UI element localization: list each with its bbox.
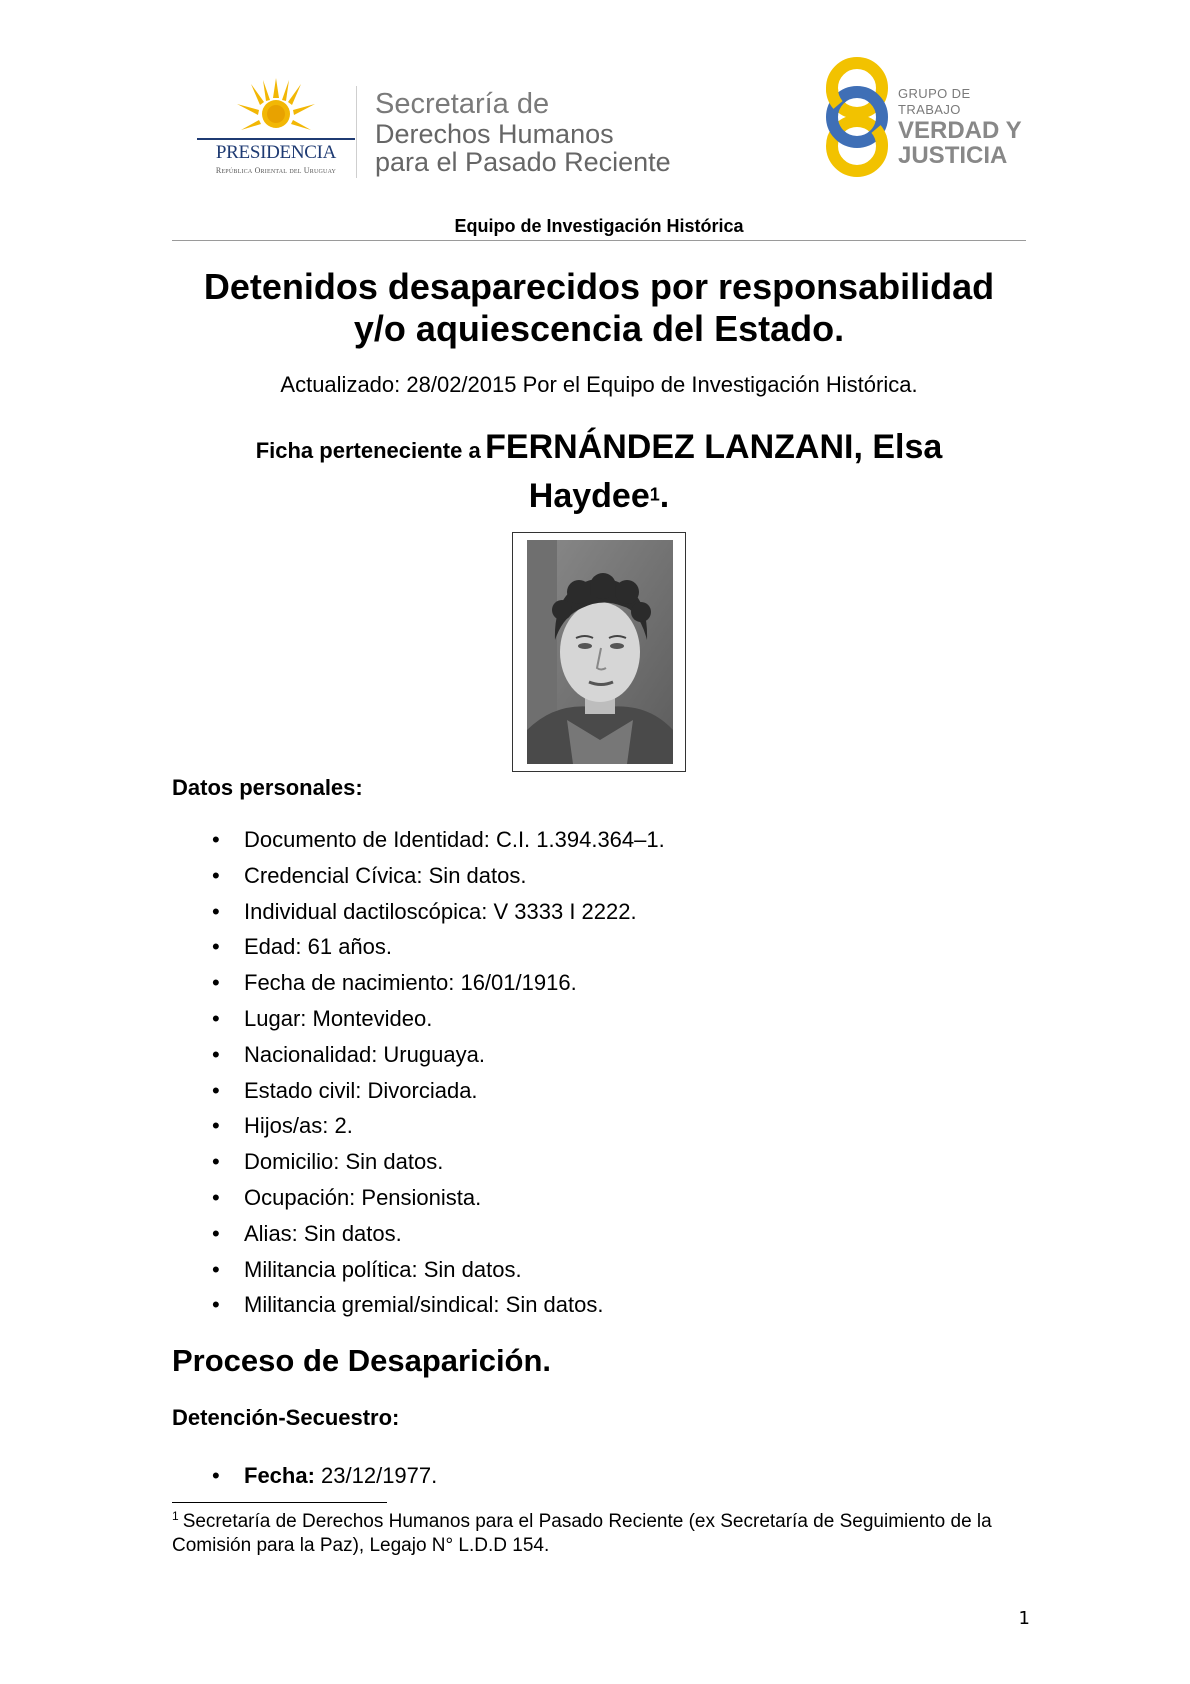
header-rule bbox=[172, 240, 1026, 241]
page-title bbox=[172, 266, 1026, 350]
presidencia-subtitle: República Oriental del Uruguay bbox=[215, 166, 337, 175]
bullet-icon: • bbox=[212, 970, 220, 996]
list-item-text: Nacionalidad: Uruguaya. bbox=[244, 1041, 485, 1067]
team-heading: Equipo de Investigación Histórica bbox=[454, 216, 744, 236]
bullet-icon: • bbox=[212, 1077, 220, 1103]
sun-emblem-icon bbox=[237, 78, 315, 138]
list-item-text: Estado civil: Divorciada. bbox=[244, 1077, 478, 1103]
portrait-frame bbox=[512, 532, 686, 772]
list-item bbox=[172, 824, 1032, 860]
list-item-text: Edad: 61 años. bbox=[244, 934, 393, 960]
name-end: . bbox=[659, 477, 670, 515]
list-item bbox=[172, 1110, 1032, 1146]
list-item bbox=[172, 1075, 1032, 1111]
bullet-icon: • bbox=[212, 827, 220, 852]
list-item-text: Fecha de nacimiento: 16/01/1916. bbox=[244, 970, 577, 996]
personal-data-list bbox=[172, 824, 1032, 1325]
secretaria-line1: Secretaría de bbox=[375, 88, 550, 120]
presidencia-logo bbox=[197, 78, 355, 178]
secretaria-line2: Derechos Humanos bbox=[375, 119, 614, 149]
list-item-text: Domicilio: Sin datos. bbox=[244, 1149, 444, 1175]
secretaria-logo bbox=[375, 88, 715, 176]
list-item-text: Individual dactiloscópica: V 3333 I 2222. bbox=[244, 898, 637, 924]
logo-divider bbox=[356, 86, 357, 178]
footnote bbox=[172, 1510, 1032, 1558]
ficha-heading bbox=[172, 426, 1026, 524]
list-item bbox=[172, 1003, 1032, 1039]
list-item bbox=[172, 860, 1032, 896]
footnote-text: Secretaría de Derechos Humanos para el Pasado Reciente (ex Secretaría de Seguimiento de la Comisión para la Paz), Legajo N° L.D.D 154. bbox=[172, 1511, 992, 1556]
bullet-icon: • bbox=[212, 862, 220, 888]
verdad-justicia-rings-icon bbox=[818, 55, 896, 179]
list-item bbox=[172, 896, 1032, 932]
grupo-line1: GRUPO DE TRABAJO bbox=[898, 86, 971, 117]
bullet-icon: • bbox=[212, 1149, 220, 1175]
list-item bbox=[172, 1182, 1032, 1218]
list-item bbox=[172, 931, 1032, 967]
list-item-text: Militancia gremial/sindical: Sin datos. bbox=[244, 1292, 604, 1318]
bullet-icon: • bbox=[212, 1041, 220, 1067]
list-item bbox=[172, 1218, 1032, 1254]
title-line1: Detenidos desaparecidos por responsabilidad bbox=[203, 266, 995, 307]
fecha-label: Fecha: bbox=[244, 1463, 315, 1488]
footnote-ref[interactable]: 1 bbox=[649, 484, 660, 505]
title-line2: y/o aquiescencia del Estado. bbox=[353, 308, 845, 349]
bullet-icon: • bbox=[212, 1005, 220, 1031]
secretaria-line3: para el Pasado Reciente bbox=[375, 147, 671, 177]
person-name-line2: Haydee bbox=[528, 477, 650, 515]
list-item-text: Alias: Sin datos. bbox=[244, 1220, 402, 1246]
list-item-text: Militancia política: Sin datos. bbox=[244, 1256, 522, 1282]
bullet-icon: • bbox=[212, 1113, 220, 1139]
list-item-text: Credencial Cívica: Sin datos. bbox=[244, 862, 527, 888]
bullet-icon: • bbox=[212, 898, 220, 924]
presidencia-name: PRESIDENCIA bbox=[215, 142, 337, 163]
list-item-text: Lugar: Montevideo. bbox=[244, 1005, 433, 1031]
grupo-line3: JUSTICIA bbox=[898, 142, 1008, 169]
updated-line: Actualizado: 28/02/2015 Por el Equipo de Investigación Histórica. bbox=[280, 372, 918, 397]
bullet-icon: • bbox=[212, 934, 220, 960]
bullet-icon: • bbox=[212, 1463, 220, 1488]
list-item-text: Documento de Identidad: C.I. 1.394.364–1. bbox=[244, 827, 665, 852]
personal-data-heading: Datos personales: bbox=[172, 775, 363, 800]
list-item bbox=[172, 967, 1032, 1003]
bullet-icon: • bbox=[212, 1292, 220, 1318]
ficha-prefix: Ficha perteneciente a bbox=[255, 438, 481, 463]
portrait-photo bbox=[527, 540, 673, 764]
bullet-icon: • bbox=[212, 1184, 220, 1210]
list-item-text bbox=[244, 1460, 437, 1492]
person-name-line1: FERNÁNDEZ LANZANI, Elsa bbox=[485, 428, 943, 466]
list-item bbox=[172, 1254, 1032, 1290]
bullet-icon: • bbox=[212, 1220, 220, 1246]
list-item bbox=[172, 1460, 1032, 1494]
footnote-marker: 1 bbox=[172, 1508, 179, 1523]
detention-subheading: Detención-Secuestro: bbox=[172, 1405, 400, 1430]
list-item bbox=[172, 1289, 1032, 1325]
presidencia-rule bbox=[197, 138, 355, 140]
bullet-icon: • bbox=[212, 1256, 220, 1282]
list-item bbox=[172, 1146, 1032, 1182]
process-heading: Proceso de Desaparición. bbox=[172, 1343, 552, 1378]
page-number: 1 bbox=[1018, 1608, 1030, 1629]
list-item-text: Ocupación: Pensionista. bbox=[244, 1184, 482, 1210]
list-item bbox=[172, 1039, 1032, 1075]
footnote-separator bbox=[172, 1502, 387, 1503]
verdad-justicia-logo bbox=[898, 86, 1028, 168]
fecha-value: 23/12/1977. bbox=[314, 1463, 438, 1488]
grupo-line2: VERDAD Y bbox=[898, 117, 1022, 144]
list-item-text: Hijos/as: 2. bbox=[244, 1113, 353, 1139]
